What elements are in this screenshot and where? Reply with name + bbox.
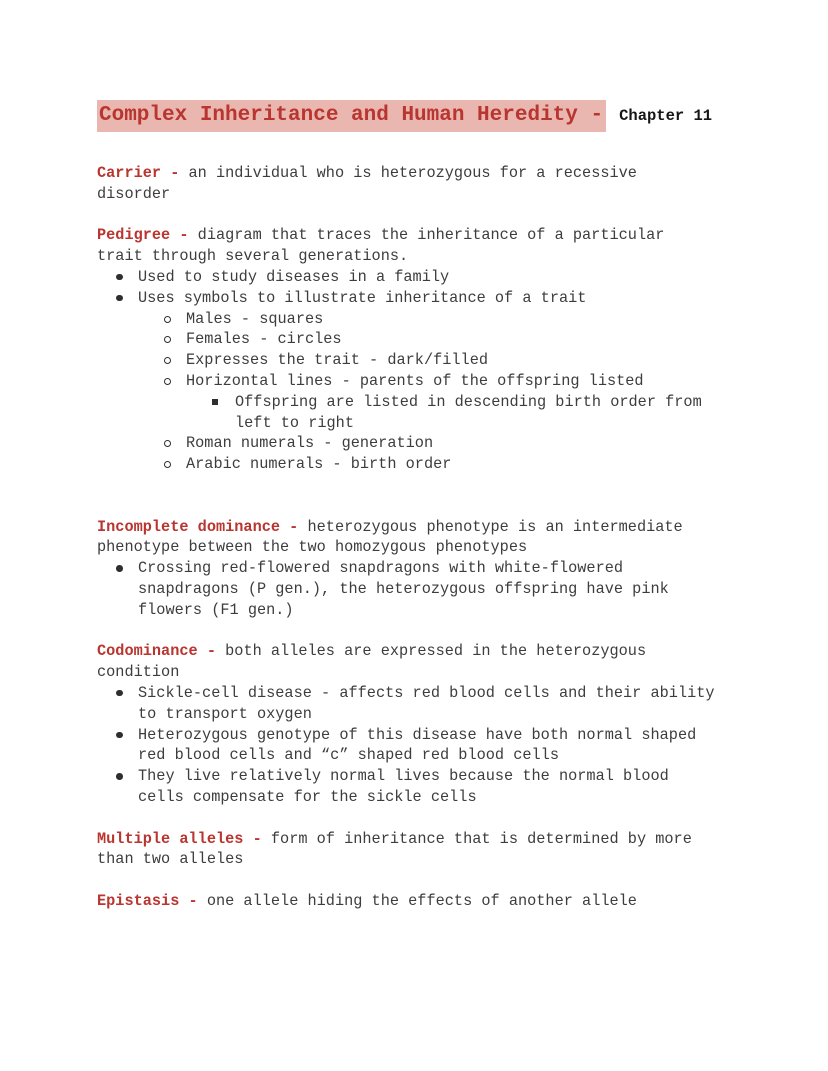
section-carrier <box>97 163 718 205</box>
definition-paragraph <box>97 829 718 871</box>
bullet-item <box>97 288 718 309</box>
bullet-item <box>97 350 718 371</box>
term-definition: one allele hiding the effects of another allele <box>206 891 637 910</box>
bullet-item <box>97 371 718 392</box>
bullet-list <box>97 558 718 620</box>
bullet-list <box>97 267 718 475</box>
bullet-circle-icon <box>164 316 171 323</box>
bullet-item <box>97 725 718 767</box>
term-definition: an individual who is heterozygous for a recessive disorder <box>97 164 637 203</box>
definition-paragraph <box>97 163 718 205</box>
bullet-item <box>97 329 718 350</box>
section-pedigree <box>97 225 718 475</box>
bullet-text: Females - circles <box>186 330 342 349</box>
bullet-disc-icon <box>116 690 123 697</box>
bullet-text: Horizontal lines - parents of the offspring listed <box>186 371 644 390</box>
bullet-disc-icon <box>116 773 123 780</box>
bullet-disc-icon <box>116 732 123 739</box>
page-title: Complex Inheritance and Human Heredity - <box>97 100 606 132</box>
section-multiple-alleles <box>97 829 718 871</box>
bullet-text: Uses symbols to illustrate inheritance of a trait <box>138 288 587 307</box>
bullet-item <box>97 267 718 288</box>
section-codominance <box>97 641 718 807</box>
term-definition: diagram that traces the inheritance of a particular trait through several generations. <box>97 226 665 266</box>
bullet-text: They live relatively normal lives because the normal blood cells compensate for the sickle cells <box>138 767 669 806</box>
bullet-item <box>97 558 718 620</box>
definition-paragraph <box>97 225 718 267</box>
document-header <box>97 100 718 131</box>
bullet-text: Males - squares <box>186 309 324 328</box>
bullet-item <box>97 766 718 808</box>
bullet-disc-icon <box>116 295 123 302</box>
bullet-text: Used to study diseases in a family <box>138 267 450 286</box>
bullet-item <box>97 309 718 330</box>
bullet-text: Offspring are listed in descending birth order from left to right <box>235 392 702 432</box>
bullet-item <box>97 433 718 454</box>
sections-list <box>97 163 718 912</box>
bullet-text: Expresses the trait - dark/filled <box>186 351 488 370</box>
bullet-item <box>97 454 718 475</box>
definition-paragraph <box>97 517 718 559</box>
term-label: Carrier - <box>97 164 180 182</box>
term-label: Pedigree - <box>97 226 189 245</box>
bullet-text: Crossing red-flowered snapdragons with white-flowered snapdragons (P gen.), the heterozygous offspring have pink flowers (F1 gen.) <box>138 559 669 619</box>
bullet-text: Arabic numerals - birth order <box>186 455 452 474</box>
bullet-item <box>97 683 718 725</box>
term-definition: heterozygous phenotype is an intermediate phenotype between the two homozygous phenotypes <box>97 517 683 557</box>
bullet-disc-icon <box>116 274 123 281</box>
term-label: Multiple alleles - <box>97 829 262 848</box>
bullet-square-icon <box>212 399 218 405</box>
chapter-label: Chapter 11 <box>619 107 713 125</box>
bullet-text: Roman numerals - generation <box>186 434 434 453</box>
term-definition: both alleles are expressed in the heterozygous condition <box>97 642 647 682</box>
bullet-list <box>97 683 718 808</box>
definition-paragraph <box>97 641 718 683</box>
bullet-circle-icon <box>164 357 171 364</box>
term-label: Incomplete dominance - <box>97 517 299 536</box>
definition-paragraph <box>97 891 718 912</box>
term-definition: form of inheritance that is determined by more than two alleles <box>97 829 692 869</box>
bullet-circle-icon <box>164 378 171 385</box>
bullet-disc-icon <box>116 565 123 572</box>
bullet-text: Heterozygous genotype of this disease have both normal shaped red blood cells and “c” shaped red blood cells <box>138 725 697 765</box>
bullet-circle-icon <box>164 461 171 468</box>
bullet-item <box>97 392 718 434</box>
term-label: Epistasis - <box>97 891 198 910</box>
bullet-circle-icon <box>164 336 171 343</box>
bullet-circle-icon <box>164 440 171 447</box>
term-label: Codominance - <box>97 642 216 661</box>
bullet-text: Sickle-cell disease - affects red blood cells and their ability to transport oxygen <box>138 683 715 723</box>
section-incomplete-dominance <box>97 517 718 621</box>
document-content <box>97 100 718 912</box>
section-epistasis <box>97 891 718 912</box>
